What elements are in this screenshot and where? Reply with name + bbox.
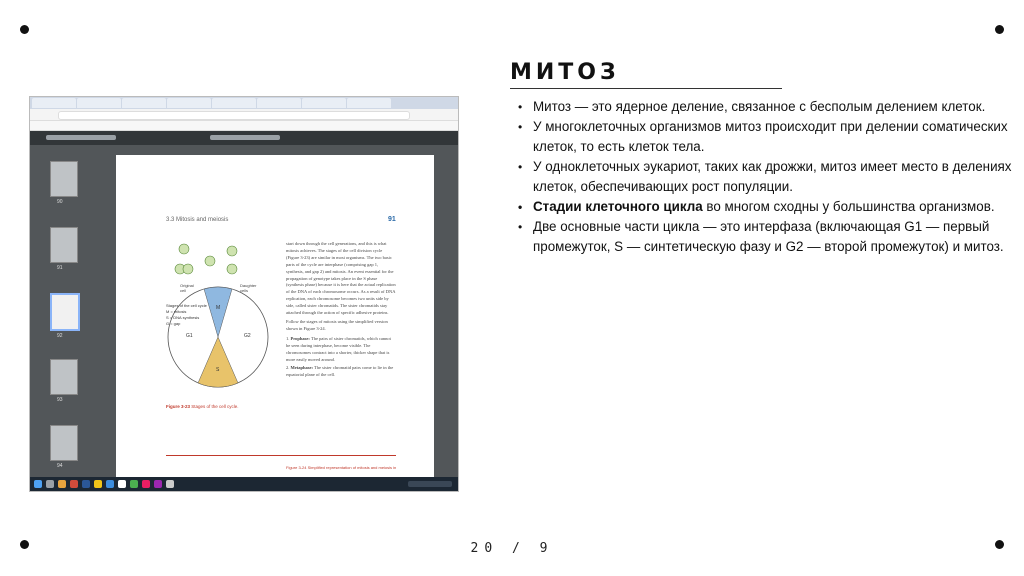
bullet-item [515,117,1015,157]
legend-line: G = gap [166,321,181,326]
daughter-cells-label: Daughter cells [240,283,257,293]
figure-caption-text: Stages of the cell cycle. [191,404,239,409]
page-number: 20 / 9 [470,541,554,556]
list-text: The sister chromatid pairs come to lie in the equatorial plane of the cell. [286,365,394,378]
taskbar-app-icon [46,480,54,488]
taskbar-app-icon [118,480,126,488]
bullet-item [515,157,1015,197]
bullet-dot-icon: • [518,200,523,214]
taskbar-app-icon [130,480,138,488]
browser-tab [32,98,76,108]
corner-dot-top-left [20,25,29,34]
page-thumbnail-selected [50,293,80,331]
taskbar-app-icon [154,480,162,488]
bullet-text: Две основные части цикла — это интерфаза (включающая G1 — первый промежуток, S — синтетическую фазу и G2 — второй промежуток) и митоз. [533,219,1004,254]
thumb-number: 91 [57,265,63,271]
cycle-legend [166,303,226,327]
url-field [58,111,410,120]
body-text-column [286,241,396,379]
g1-label: G1 [186,333,193,339]
list-number: 2. [286,365,290,371]
browser-tab-bar [30,97,458,109]
legend-line: S = DNA synthesis [166,315,200,320]
s-label: S [216,367,220,373]
bullet-text: У одноклеточных эукариот, таких как дрожжи, митоз имеет место в делениях клеток, обеспечивающих рост популяции. [533,159,1012,194]
corner-dot-top-right [995,25,1004,34]
browser-tab [77,98,121,108]
bullet-item [515,197,1015,217]
list-item [286,336,396,364]
original-cell-label: Original cell [180,283,194,293]
daughter-cell [205,256,215,266]
list-number: 1. [286,335,290,341]
bookmarks-bar [30,121,458,131]
bullet-list [515,97,1015,257]
list-bold: Metaphase: [290,365,313,371]
daughter-cell [227,246,237,256]
bottom-caption: Figure 3-24 Simplified representation of mitosis and meiosis in [286,465,397,470]
figure-caption [166,404,239,409]
list-text: The pairs of sister chromatids, which cannot be seen during interphase, become visible. The chromosomes contract into a shorter, thicker shape that is more easily moved around. [286,335,391,362]
browser-tab [122,98,166,108]
bullet-dot-icon: • [518,220,523,234]
taskbar-app-icon [166,480,174,488]
legend-line: M = mitosis [166,309,187,314]
pdf-viewer [96,145,458,477]
taskbar-app-icon [82,480,90,488]
pdf-page-heading: 3.3 Mitosis and meiosis [166,217,229,223]
body-paragraph: start down through the cell generations, and this is what mitosis achieves. The stages of the cell division cycle (Figure 3-23) are similar in most organisms. The two basic parts of the cycle are interphase (comprising gap 1, synthesis, and gap 2) and mitosis. An event essential for the propagation of genotype takes place in the S phase (synthesis phase) because it is here that the actual replication of the DNA of each chromosome occurs. As a result of DNA replication, each chromosome becomes two units side by side, called sister chromatids. The sister chromatids stay attached through the action of specific adhesive proteins. [286,241,396,316]
daughter-cell [227,264,237,274]
browser-tab [257,98,301,108]
page-thumbnail [50,227,78,263]
follow-paragraph: Follow the stages of mitosis using the simplified version shown in Figure 3-24. [286,318,388,331]
pdf-page-controls [210,135,280,140]
bullet-text: Митоз — это ядерное деление, связанное с бесполым делением клеток. [533,99,986,114]
browser-tab [347,98,391,108]
page-thumbnail [50,359,78,395]
pdf-toolbar [30,131,458,145]
thumb-number: 94 [57,463,63,469]
thumb-number: 93 [57,397,63,403]
bullet-text: во многом сходны у большинства организмов. [702,199,995,214]
list-bold: Prophase: [290,335,310,341]
start-icon [34,480,42,488]
bullet-dot-icon: • [518,160,523,174]
page-thumbnail [50,161,78,197]
g2-label: G2 [244,333,251,339]
slide-title: МИТОЗ [510,60,620,85]
pdf-filename [46,135,116,140]
windows-taskbar [30,477,458,491]
title-underline [510,88,782,89]
bullet-item [515,97,1015,117]
system-tray [408,481,452,487]
m-label: M [216,305,221,311]
page-divider [166,455,396,456]
taskbar-app-icon [58,480,66,488]
browser-tab [212,98,256,108]
figure-caption-number: Figure 3-23 [166,404,191,409]
pdf-thumbnail-sidebar [30,145,96,477]
address-bar [30,109,458,121]
bullet-bold-text: Стадии клеточного цикла [533,199,703,214]
browser-tab [167,98,211,108]
bullet-text: У многоклеточных организмов митоз происходит при делении соматических клеток, то есть клеток тела. [533,119,1008,154]
bullet-dot-icon: • [518,120,523,134]
taskbar-app-icon [70,480,78,488]
taskbar-app-icon [94,480,102,488]
bullet-dot-icon: • [518,100,523,114]
pdf-page-number: 91 [388,216,396,223]
list-item [286,365,396,379]
taskbar-app-icon [106,480,114,488]
thumb-number: 90 [57,199,63,205]
bullet-item [515,217,1015,257]
page-thumbnail [50,425,78,461]
taskbar-app-icon [142,480,150,488]
original-cell [179,244,189,254]
thumb-number: 92 [57,333,63,339]
pdf-page [116,155,434,477]
embedded-screenshot [29,96,459,492]
legend-line: Stages of the cell cycle [166,303,207,308]
daughter-cell [183,264,193,274]
browser-tab [302,98,346,108]
